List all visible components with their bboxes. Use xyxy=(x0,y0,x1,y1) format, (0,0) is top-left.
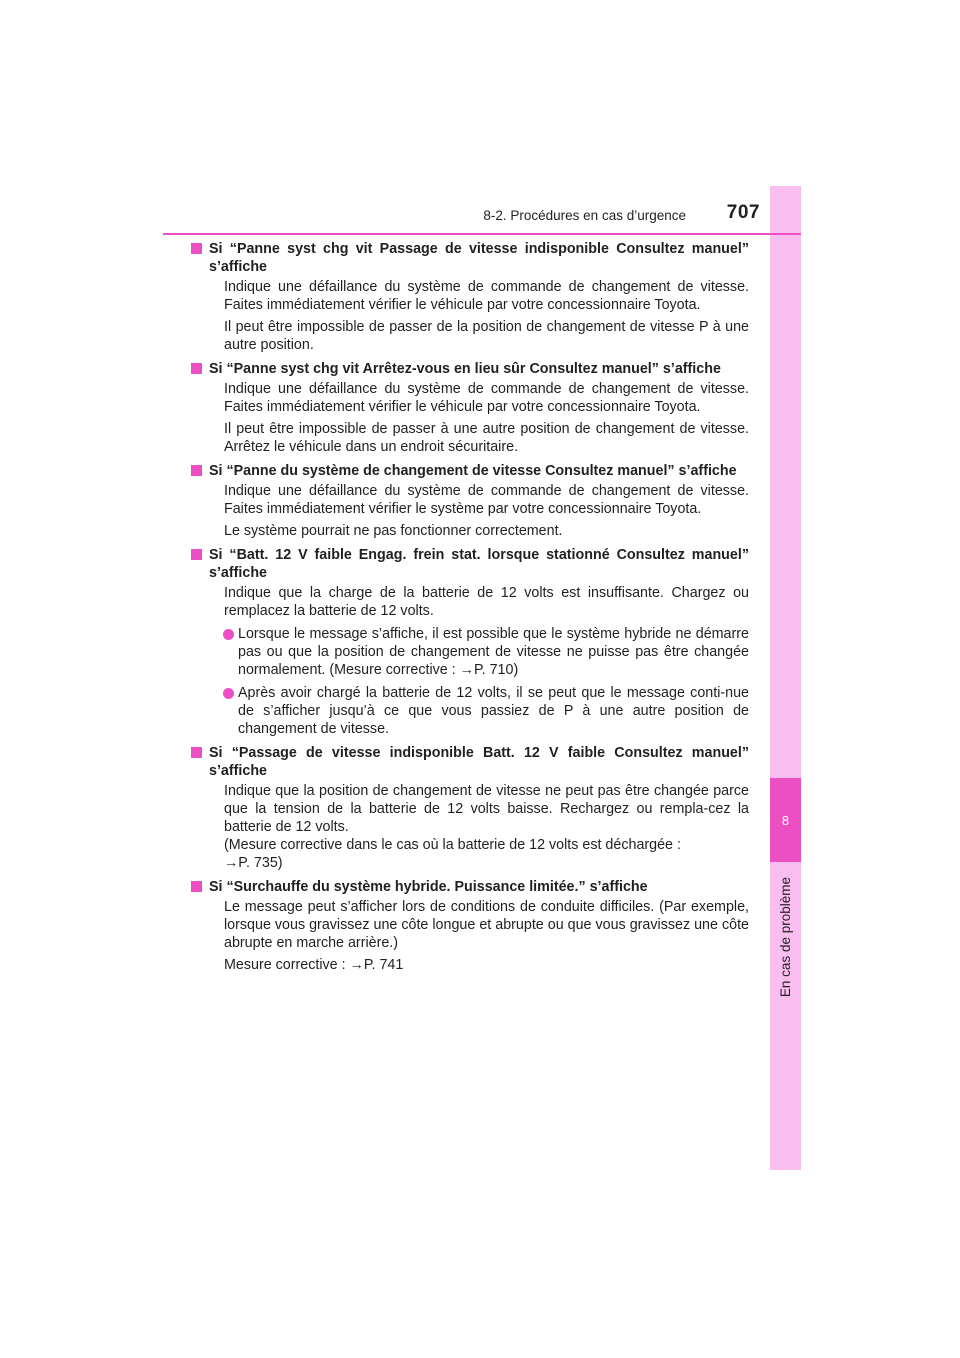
section-body xyxy=(224,584,749,620)
section-stop-safely xyxy=(209,360,749,456)
section-square-icon xyxy=(191,363,202,374)
paragraph: Indique une défaillance du système de commande de changement de vitesse. Faites immédiatement vérifier le véhicule par votre concessionnaire Toyota. xyxy=(224,381,749,415)
section-title: Si “Passage de vitesse indisponible Batt. 12 V faible Consultez manuel” s’affiche xyxy=(209,745,749,779)
section-square-icon xyxy=(191,881,202,892)
paragraph: Le système pourrait ne pas fonctionner correctement. xyxy=(224,523,563,539)
chapter-number-tab: 8 xyxy=(770,778,801,862)
section-shift-system-fault xyxy=(209,462,749,540)
paragraph: Il peut être impossible de passer de la position de changement de vitesse P à une autre position. xyxy=(224,319,749,353)
page-content xyxy=(209,240,749,980)
bullet-text: Après avoir chargé la batterie de 12 volts, il se peut que le message conti-nue de s’afficher jusqu’à ce que vous passiez de P à une autre position de changement de vitesse. xyxy=(238,685,749,737)
section-shift-unavailable xyxy=(209,240,749,354)
section-body xyxy=(224,278,749,354)
paragraph: Il peut être impossible de passer à une autre position de changement de vitesse. Arrêtez le véhicule dans un endroit sécuritaire. xyxy=(224,421,749,455)
bullet-item xyxy=(238,625,749,679)
paragraph: Mesure corrective : →P. 741 xyxy=(224,957,404,973)
section-header: 8-2. Procédures en cas d’urgence xyxy=(483,208,686,223)
section-square-icon xyxy=(191,549,202,560)
section-hybrid-overheat xyxy=(209,878,749,974)
paragraph: Le message peut s’afficher lors de conditions de conduite difficiles. (Par exemple, lorsque vous gravissez une côte longue et abrupte ou que vous gravissez une côte abrupte en marche arrière.) xyxy=(224,899,749,951)
paragraph: Indique que la position de changement de vitesse ne peut pas être changée parce que la tension de la batterie de 12 volts baisse. Rechargez ou rempla-cez la batterie de 12 volts. xyxy=(224,783,749,835)
header-rule xyxy=(163,233,801,235)
section-title: Si “Panne du système de changement de vitesse Consultez manuel” s’affiche xyxy=(209,463,737,479)
paragraph: Indique que la charge de la batterie de 12 volts est insuffisante. Chargez ou remplacez la batterie de 12 volts. xyxy=(224,585,749,619)
section-title: Si “Panne syst chg vit Passage de vitesse indisponible Consultez manuel” s’affiche xyxy=(209,241,749,275)
chapter-title: En cas de problème xyxy=(777,876,793,998)
bullet-item xyxy=(238,684,749,738)
paragraph: Indique une défaillance du système de commande de changement de vitesse. Faites immédiatement vérifier le système par votre concessionnaire Toyota. xyxy=(224,483,749,517)
section-body xyxy=(224,380,749,456)
section-title: Si “Batt. 12 V faible Engag. frein stat. lorsque stationné Consultez manuel” s’affiche xyxy=(209,547,749,581)
section-square-icon xyxy=(191,465,202,476)
bullet-text: Lorsque le message s’affiche, il est possible que le système hybride ne démarre pas ou que la position de changement de vitesse ne puisse pas être changée normalement. (Mesure corrective : →P. 710) xyxy=(238,626,749,678)
page-number: 707 xyxy=(726,202,760,223)
section-title: Si “Surchauffe du système hybride. Puissance limitée.” s’affiche xyxy=(209,879,648,895)
section-body xyxy=(224,782,749,872)
section-shift-unavailable-battery xyxy=(209,744,749,872)
section-battery-low-parking xyxy=(209,546,749,738)
note-line: (Mesure corrective dans le cas où la batterie de 12 volts est déchargée : xyxy=(224,837,681,853)
bullet-dot-icon xyxy=(223,688,234,699)
section-title: Si “Panne syst chg vit Arrêtez-vous en lieu sûr Consultez manuel” s’affiche xyxy=(209,361,721,377)
paragraph: Indique une défaillance du système de commande de changement de vitesse. Faites immédiatement vérifier le véhicule par votre concessionnaire Toyota. xyxy=(224,279,749,313)
side-tab xyxy=(770,186,801,1170)
section-square-icon xyxy=(191,243,202,254)
section-square-icon xyxy=(191,747,202,758)
section-body xyxy=(224,898,749,974)
note-line: →P. 735) xyxy=(224,855,283,871)
chapter-title-tab xyxy=(772,872,798,1002)
bullet-dot-icon xyxy=(223,629,234,640)
section-body xyxy=(224,482,749,540)
